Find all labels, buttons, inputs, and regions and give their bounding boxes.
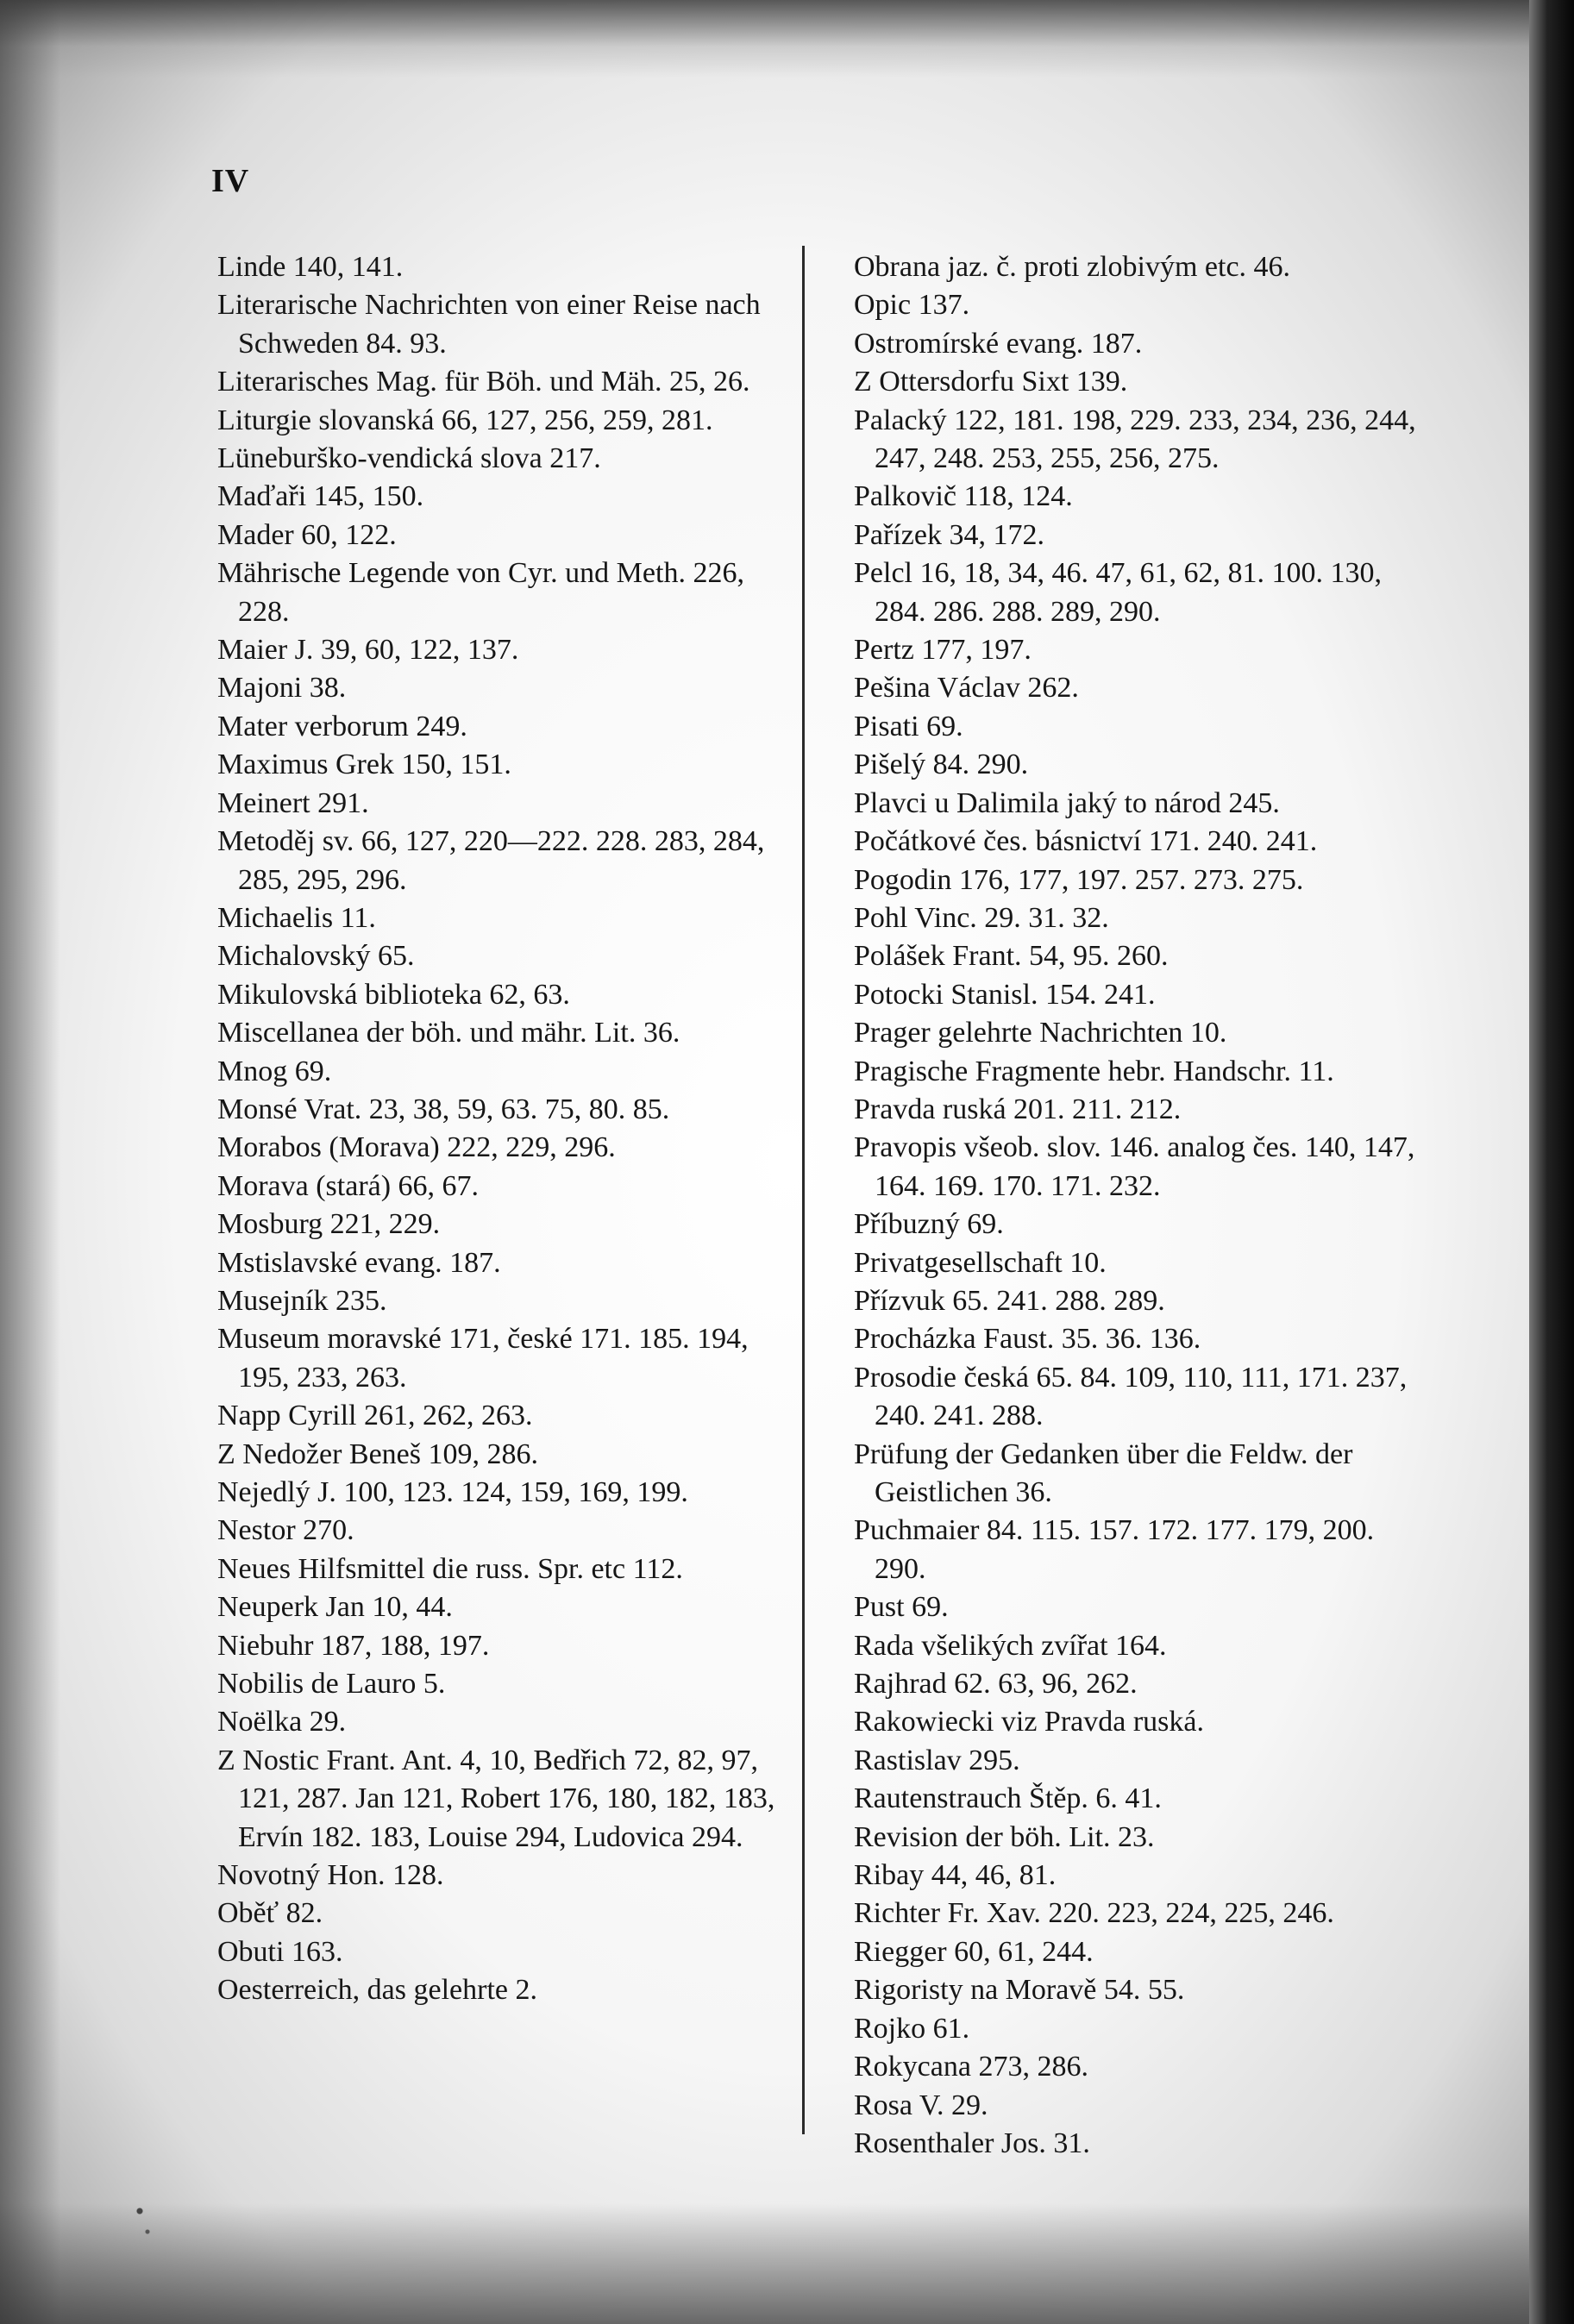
index-entry: Prosodie česká 65. 84. 109, 110, 111, 171. 237, 240. 241. 288. bbox=[854, 1361, 1408, 1432]
index-entry: Pust 69. bbox=[854, 1591, 949, 1624]
index-entry: Mährische Legende von Cyr. und Meth. 226, 228. bbox=[217, 557, 744, 628]
index-entry: Polášek Frant. 54, 95. 260. bbox=[854, 940, 1169, 973]
index-entry: Morava (stará) 66, 67. bbox=[217, 1169, 480, 1202]
index-entry: Rastislav 295. bbox=[854, 1744, 1020, 1776]
index-entry: Maďaři 145, 150. bbox=[217, 480, 424, 513]
index-entry: Puchmaier 84. 115. 157. 172. 177. 179, 200. 290. bbox=[854, 1514, 1375, 1585]
index-entry: Pertz 177, 197. bbox=[854, 634, 1032, 667]
index-entry: Metoděj sv. 66, 127, 220—222. 228. 283, 284, 285, 295, 296. bbox=[217, 825, 765, 896]
index-entry: Pisati 69. bbox=[854, 710, 963, 742]
index-entry: Maier J. 39, 60, 122, 137. bbox=[217, 634, 519, 667]
index-entry: Rosa V. 29. bbox=[854, 2089, 988, 2121]
index-entry: Pogodin 176, 177, 197. 257. 273. 275. bbox=[854, 863, 1304, 896]
ink-specks bbox=[129, 2190, 155, 2242]
index-entry: Prüfung der Gedanken über die Feldw. der Geistlichen 36. bbox=[854, 1438, 1353, 1508]
index-entry: Pelcl 16, 18, 34, 46. 47, 61, 62, 81. 100. 130, 284. 286. 288. 289, 290. bbox=[854, 557, 1382, 628]
page-number: IV bbox=[211, 163, 250, 199]
index-entry: Pešina Václav 262. bbox=[854, 672, 1079, 705]
column-divider bbox=[802, 246, 805, 2134]
index-entry: Pařízek 34, 172. bbox=[854, 518, 1044, 551]
index-entry: Nestor 270. bbox=[217, 1514, 354, 1547]
index-entry: Mosburg 221, 229. bbox=[217, 1208, 441, 1241]
scan-shadow-top bbox=[0, 0, 1574, 78]
index-entry: Mnog 69. bbox=[217, 1055, 332, 1087]
index-entry: Nobilis de Lauro 5. bbox=[217, 1668, 446, 1701]
page-edge-binding bbox=[1529, 0, 1574, 2324]
index-entry: Oběť 82. bbox=[217, 1897, 323, 1930]
index-entry: Mikulovská biblioteka 62, 63. bbox=[217, 978, 570, 1011]
index-entry: Rajhrad 62. 63, 96, 262. bbox=[854, 1668, 1138, 1701]
index-entry: Mstislavské evang. 187. bbox=[217, 1246, 501, 1279]
index-entry: Monsé Vrat. 23, 38, 59, 63. 75, 80. 85. bbox=[217, 1093, 670, 1125]
index-entry: Z Ottersdorfu Sixt 139. bbox=[854, 366, 1128, 398]
index-entry: Literarisches Mag. für Böh. und Mäh. 25, 26. bbox=[217, 366, 750, 398]
index-entry: Revision der böh. Lit. 23. bbox=[854, 1820, 1155, 1853]
index-entry: Richter Fr. Xav. 220. 223, 224, 225, 246. bbox=[854, 1897, 1334, 1930]
index-entry: Niebuhr 187, 188, 197. bbox=[217, 1629, 490, 1662]
scan-shadow-bottom bbox=[0, 2203, 1574, 2324]
index-entry: Nejedlý J. 100, 123. 124, 159, 169, 199. bbox=[217, 1476, 688, 1508]
index-entry: Rokycana 273, 286. bbox=[854, 2051, 1088, 2083]
index-entry: Literarische Nachrichten von einer Reise nach Schweden 84. 93. bbox=[217, 289, 761, 360]
index-entry: Rautenstrauch Štěp. 6. 41. bbox=[854, 1782, 1162, 1815]
index-entry: Přízvuk 65. 241. 288. 289. bbox=[854, 1284, 1165, 1317]
index-entry: Linde 140, 141. bbox=[217, 251, 404, 283]
index-entry: Meinert 291. bbox=[217, 786, 369, 819]
index-entry: Pišelý 84. 290. bbox=[854, 749, 1029, 781]
index-entry: Ostromírské evang. 187. bbox=[854, 327, 1143, 360]
index-entry: Noëlka 29. bbox=[217, 1706, 347, 1738]
index-entry: Rosenthaler Jos. 31. bbox=[854, 2127, 1090, 2159]
index-entry: Opic 137. bbox=[854, 289, 970, 322]
index-entry: Mater verborum 249. bbox=[217, 710, 467, 742]
index-entry: Neuperk Jan 10, 44. bbox=[217, 1591, 453, 1624]
index-entry: Plavci u Dalimila jaký to národ 245. bbox=[854, 786, 1280, 819]
index-entry: Napp Cyrill 261, 262, 263. bbox=[217, 1400, 533, 1432]
index-entry: Liturgie slovanská 66, 127, 256, 259, 281. bbox=[217, 404, 713, 436]
index-entry: Museum moravské 171, české 171. 185. 194, 195, 233, 263. bbox=[217, 1323, 749, 1394]
index-entry: Michalovský 65. bbox=[217, 940, 415, 973]
index-entry: Rakowiecki viz Pravda ruská. bbox=[854, 1706, 1204, 1738]
index-entry: Ribay 44, 46, 81. bbox=[854, 1859, 1057, 1892]
index-entry: Obuti 163. bbox=[217, 1935, 343, 1968]
index-entry: Novotný Hon. 128. bbox=[217, 1859, 444, 1892]
index-entry: Potocki Stanisl. 154. 241. bbox=[854, 978, 1156, 1011]
index-entry: Počátkové čes. básnictví 171. 240. 241. bbox=[854, 825, 1318, 858]
index-entry: Oesterreich, das gelehrte 2. bbox=[217, 1974, 537, 2007]
index-entry: Palacký 122, 181. 198, 229. 233, 234, 236, 244, 247, 248. 253, 255, 256, 275. bbox=[854, 404, 1416, 475]
index-entry: Majoni 38. bbox=[217, 672, 347, 705]
index-entry: Privatgesellschaft 10. bbox=[854, 1246, 1107, 1279]
index-entry: Morabos (Morava) 222, 229, 296. bbox=[217, 1131, 616, 1164]
index-entry: Palkovič 118, 124. bbox=[854, 480, 1073, 513]
index-entry: Miscellanea der böh. und mähr. Lit. 36. bbox=[217, 1017, 680, 1049]
index-entry: Lüneburško-vendická slova 217. bbox=[217, 442, 601, 475]
index-entry: Obrana jaz. č. proti zlobivým etc. 46. bbox=[854, 251, 1291, 283]
index-entry: Pohl Vinc. 29. 31. 32. bbox=[854, 901, 1109, 934]
index-entry: Michaelis 11. bbox=[217, 901, 376, 934]
index-entry: Z Nedožer Beneš 109, 286. bbox=[217, 1438, 539, 1470]
index-entry: Musejník 235. bbox=[217, 1284, 387, 1317]
index-entry: Příbuzný 69. bbox=[854, 1208, 1004, 1241]
index-entry: Rada všelikých zvířat 164. bbox=[854, 1629, 1167, 1662]
index-entry: Neues Hilfsmittel die russ. Spr. etc 112. bbox=[217, 1552, 683, 1585]
index-entry: Pravopis všeob. slov. 146. analog čes. 140, 147, 164. 169. 170. 171. 232. bbox=[854, 1131, 1415, 1202]
index-entry: Mader 60, 122. bbox=[217, 518, 397, 551]
index-entry: Rigoristy na Moravě 54. 55. bbox=[854, 1974, 1185, 2007]
index-entry: Prager gelehrte Nachrichten 10. bbox=[854, 1017, 1227, 1049]
index-column-right bbox=[854, 248, 1423, 2163]
index-entry: Procházka Faust. 35. 36. 136. bbox=[854, 1323, 1201, 1356]
index-entry: Maximus Grek 150, 151. bbox=[217, 749, 511, 781]
index-entry: Pragische Fragmente hebr. Handschr. 11. bbox=[854, 1055, 1334, 1087]
index-column-left bbox=[217, 248, 787, 2010]
index-entry: Rojko 61. bbox=[854, 2012, 970, 2045]
index-entry: Pravda ruská 201. 211. 212. bbox=[854, 1093, 1182, 1125]
index-entry: Riegger 60, 61, 244. bbox=[854, 1935, 1094, 1968]
scan-shadow-left bbox=[0, 0, 60, 2324]
index-entry: Z Nostic Frant. Ant. 4, 10, Bedřich 72, 82, 97, 121, 287. Jan 121, Robert 176, 180, 182, 183, Ervín 182. 183, Louise 294, Ludovica 294. bbox=[217, 1744, 775, 1853]
